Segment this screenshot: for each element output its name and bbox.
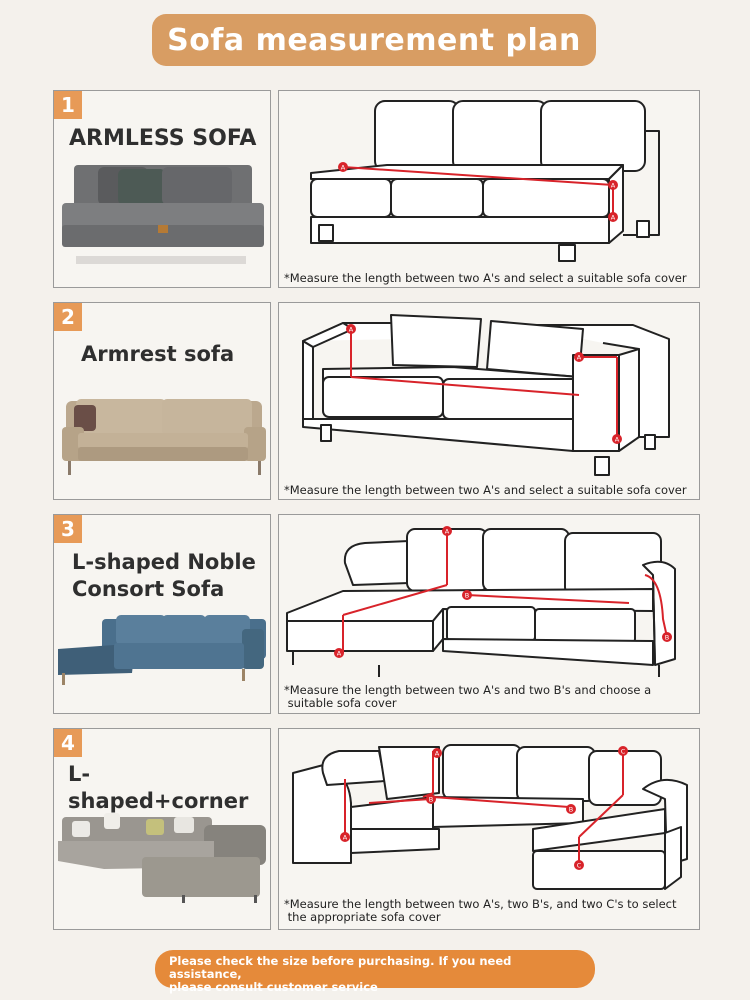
marker-label: A [434, 749, 440, 758]
l-shaped-corner-sofa-photo [54, 729, 271, 930]
footer-notice [155, 950, 595, 994]
marker-label: A [340, 163, 346, 172]
section-3-photo-panel [53, 514, 271, 714]
section-4-diagram-panel [278, 728, 700, 930]
section-1-photo-panel [53, 90, 271, 288]
l-shaped-sofa-diagram [283, 519, 693, 681]
marker-label: A [342, 833, 348, 842]
measurement-instruction [284, 684, 695, 710]
section-number-badge: 1 [54, 91, 82, 119]
marker-label: A [444, 527, 450, 536]
section-title-line: Consort Sofa [72, 577, 225, 601]
marker-label: B [464, 591, 470, 600]
marker-label: A [610, 181, 616, 190]
section-3-diagram-panel [278, 514, 700, 714]
marker-label: B [568, 805, 574, 814]
section-title: ARMLESS SOFA [69, 126, 257, 151]
section-2-photo-panel [53, 302, 271, 500]
section-title-line: L-shaped+corner [68, 762, 249, 813]
marker-label: A [610, 213, 616, 222]
marker-label: A [614, 435, 620, 444]
section-number-badge: 4 [54, 729, 82, 757]
armrest-sofa-photo [54, 303, 271, 500]
caption-line: *Measure the length between two A's and select a suitable sofa cover [284, 483, 687, 497]
l-shaped-corner-sofa-diagram [283, 733, 693, 893]
footer-line: please consult customer service [169, 980, 378, 994]
section-1-diagram-panel [278, 90, 700, 288]
section-number-badge: 2 [54, 303, 82, 331]
section-title: Armrest sofa [81, 342, 235, 366]
section-number-badge: 3 [54, 515, 82, 543]
l-shaped-sofa-photo [54, 515, 271, 714]
measurement-instruction [284, 484, 695, 497]
section-title-line: L-shaped Noble [72, 550, 256, 574]
marker-label: A [348, 325, 354, 334]
caption-line: *Measure the length between two A's and select a suitable sofa cover [284, 271, 687, 285]
marker-label: B [428, 795, 434, 804]
marker-label: C [576, 861, 582, 870]
marker-label: B [664, 633, 670, 642]
footer-line: Please check the size before purchasing. If you need assistance, [169, 954, 512, 981]
caption-line: the appropriate sofa cover [284, 910, 441, 924]
armless-sofa-diagram [283, 95, 693, 265]
section-4-photo-panel [53, 728, 271, 930]
caption-line: *Measure the length between two A's and two B's and choose a [284, 683, 652, 697]
measurement-instruction [284, 898, 695, 924]
marker-label: A [576, 353, 582, 362]
armrest-sofa-diagram [283, 307, 693, 479]
armless-sofa-photo [54, 91, 271, 288]
measurement-instruction [284, 272, 695, 285]
caption-line: suitable sofa cover [284, 696, 397, 710]
caption-line: *Measure the length between two A's, two B's, and two C's to select [284, 897, 677, 911]
section-2-diagram-panel [278, 302, 700, 500]
page-title: Sofa measurement plan [152, 14, 596, 66]
marker-label: C [620, 747, 626, 756]
marker-label: A [336, 649, 342, 658]
